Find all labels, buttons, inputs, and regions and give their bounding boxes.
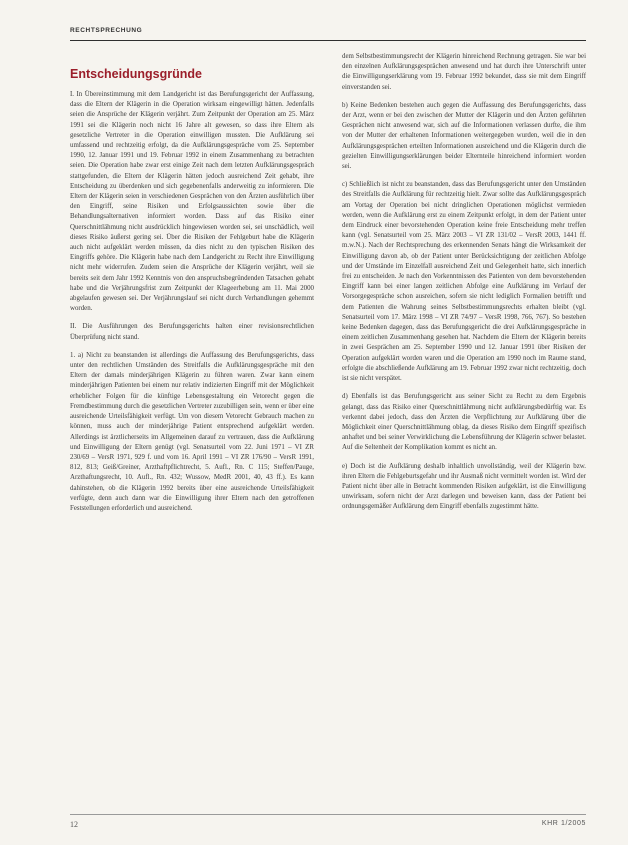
page-number: 12 — [70, 820, 78, 829]
paragraph: d) Ebenfalls ist das Berufungsgericht aus seiner Sicht zu Recht zu dem Ergebnis gelangt, dass das Risiko einer Querschnittlähmung nicht aufklärungsbedürftig war. Es verkennt dabei jedoch, dass den Ärzten die Verpflichtung zur Aufklärung über die Möglichkeit einer Querschnittlähmung oblag, da dieses Risiko dem Eingriff spezifisch anhaftet und bei seiner Verwirklichung die Lebensführung der Klägerin schwer belastet. Auf die Seltenheit der Komplikation kommt es nicht an. — [342, 393, 586, 452]
paragraph: dem Selbstbestimmungsrecht der Klägerin hinreichend Rechnung getragen. Sie war bei den einzelnen Aufklärungsgesprächen anwesend und hat durch ihre Unterschrift unter die Einwilligungserklärung vom 19. Februar 1992 bekundet, dass sie mit dem Eingriff einverstanden sei. — [342, 53, 586, 91]
paragraph: 1. a) Nicht zu beanstanden ist allerdings die Auffassung des Berufungsgerichts, dass unter den rechtlichen Umständen des Streitfalls die Aufklärungsgespräche mit den Eltern der damals minderjährigen Klägerin zu führen waren. Zwar kann einem minderjährigen Patienten bei einem nur relativ indizierten Eingriff mit der Möglichkeit erheblicher Folgen für die künftige Lebensgestaltung ein Vetorecht gegen die Fremdbestimmung durch die gesetzlichen Vertreter zuzubilligen sein, wenn er über eine ausreichende Urteilsfähigkeit verfügt. Um von diesem Vetorecht Gebrauch machen zu können, muss auch der minderjährige Patient entsprechend aufgeklärt werden. Allerdings ist ärztlicherseits im Allgemeinen darauf zu vertrauen, dass die Aufklärung und Einwilligung der Eltern genügt (vgl. Senatsurteil vom 22. Juni 1971 – VI ZR 230/69 – VersR 1971, 929 f. und vom 16. April 1991 – VI ZR 176/90 – VersR 1991, 812, 813; Geiß/Greiner, Arzthaftpflichtrecht, 5. Aufl., Rn. C 115; Steffen/Pauge, Arzthaftungsrecht, 10. Aufl., Rn. 432; Wussow, MedR 2001, 40, 43 ff.). Es kann dahinstehen, ob die Klägerin 1992 bereits über eine ausreichende Urteilsfähigkeit verfügte, denn auch dann war die Einwilligung ihrer Eltern nach den getroffenen Feststellungen erforderlich und ausreichend. — [70, 351, 314, 512]
paragraph: II. Die Ausführungen des Berufungsgerichts halten einer revisionsrechtlichen Überprüfung nicht stand. — [70, 323, 314, 341]
paragraph: c) Schließlich ist nicht zu beanstanden, dass das Berufungsgericht unter den Umständen des Streitfalls die Aufklärung für rechtzeitig hielt. Zwar sollte das Aufklärungsgespräch am Vortag der Operation bei nicht dringlichen Operationen möglichst vermieden werden, wenn die Aufklärung erst zu einem Zeitpunkt erfolgt, in dem der Patient unter dem Eindruck einer bevorstehenden Operation keine freie Entscheidung mehr treffen kann (vgl. Senatsurteil vom 25. März 2003 – VI ZR 131/02 – VersR 2003, 1441 ff. m.w.N.). Nach der Rechtsprechung des erkennenden Senats hängt die Wirksamkeit der Einwilligung davon ab, ob der Patient unter Berücksichtigung der zeitlichen Abfolge und der Umstände im Einzelfall ausreichend Zeit und Gelegenheit hatte, sich innerlich frei zu entscheiden. Je nach den Vorkenntnissen des Patienten von dem bevorstehenden Eingriff kann bei einer langen zeitlichen Abfolge eine Aufklärung im Verlauf der Vorsorgegespräche schon ausreichen, sofern sie nicht lediglich Formalien betrifft und dem Patienten die Wahrung seines Selbstbestimmungsrechts erhalten bleibt (vgl. Senatsurteil vom 17. März 1998 – VI ZR 74/97 – VersR 1998, 766, 767). So bestehen keine Bedenken dagegen, dass das Berufungsgericht die drei Aufklärungsgespräche in einem zeitlichen Zusammenhang gesehen hat. Nachdem die Eltern der Klägerin bereits in zwei Gesprächen am 25. September 1990 und 12. Januar 1991 über Risiken der Operation aufgeklärt worden waren und die Operation am 1990 noch im Raume stand, erfolgte die abschließende Aufklärung am 19. Februar 1992 zwar nicht rechtzeitig, doch ist sie nicht verspätet. — [342, 181, 586, 383]
right-column — [342, 52, 586, 810]
footer-rule — [70, 814, 586, 815]
paragraph: b) Keine Bedenken bestehen auch gegen die Auffassung des Berufungsgerichts, dass der Arzt, wenn er bei den zwischen der Mutter der Klägerin und den Ärzten geführten Gesprächen nicht anwesend war, sich auf die Informationen verlassen durfte, die ihm von der Mutter der erhaltenen Informationen weitergegeben wurden, weil die in den Aufklärungsgesprächen erteilten Informationen ausreichend und die Klägerin durch die gezielten Einwilligungserklärungen beider Elternteile hinreichend informiert worden sei. — [342, 101, 586, 171]
section-label: RECHTSPRECHUNG — [70, 27, 143, 34]
paragraph: I. In Übereinstimmung mit dem Landgericht ist das Berufungsgericht der Auffassung, dass die Eltern der Klägerin in die Operation wirksam eingewilligt hätten. Jedenfalls seien die Ansprüche der Klägerin verjährt. Zum Zeitpunkt der Operation am 25. März 1991 sei die Klägerin noch nicht 16 Jahre alt gewesen, so dass ihre Eltern als gesetzliche Vertreter in die Operation einwilligen mussten. Die Aufklärung sei umfassend und rechtzeitig erfolgt, da die Aufklärungsgespräche vom 25. September 1990, 12. Januar 1991 und 19. Februar 1992 in einem Zusammenhang zu betrachten seien. Die Operation habe zwar erst einige Zeit nach dem letzten Aufklärungsgespräch stattgefunden, die Eltern der Klägerin hätten jedoch ausreichend Zeit gehabt, ihre Entscheidung zu überdenken und sich gegebenenfalls anderweitig zu informieren. Die Eltern der Klägerin seien in verschiedenen Gesprächen von den Ärzten ausführlich über den Eingriff, seine Risiken und Erfolgsaussichten sowie über die Behandlungsalternativen informiert worden. Dass auf das Risiko einer Querschnittlähmung nicht ausdrücklich hingewiesen worden sei, sei unschädlich, weil dieses Risiko äußerst gering sei. Über die Risiken der Fehlgeburt habe die Klägerin auch nicht aufgeklärt werden müssen, da dies nicht zu den typischen Risiken des Eingriffs gehöre. Die Klägerin habe nach dem Landgericht zu Recht ihre Einwilligung nicht mehr widerrufen. Zudem seien die Ansprüche der Klägerin verjährt, weil sie bereits seit dem Jahr 1992 Kenntnis von den anspruchsbegründenden Tatsachen gehabt habe und die Verjährungsfrist zum Zeitpunkt der Klageerhebung am 11. Mai 2000 abgelaufen gewesen sei. Der Verjährungslauf sei nicht durch Verhandlungen gehemmt worden. — [70, 91, 314, 313]
left-column — [70, 52, 314, 810]
paragraph: e) Doch ist die Aufklärung deshalb inhaltlich unvollständig, weil der Klägerin bzw. ihren Eltern die Fehlgeburtsgefahr und ihr Ausmaß nicht vermittelt worden ist. Wird der Patient nicht über alle in Betracht kommenden Risiken aufgeklärt, ist die Einwilligung unwirksam, sofern nicht der Arzt darlegen und beweisen kann, dass der Patient bei ordnungsgemäßer Aufklärung dem Eingriff ebenfalls zugestimmt hätte. — [342, 462, 586, 511]
section-heading: Entscheidungsgründe — [70, 67, 202, 81]
header-rule — [70, 40, 586, 41]
journal-issue: KHR 1/2005 — [541, 820, 586, 827]
